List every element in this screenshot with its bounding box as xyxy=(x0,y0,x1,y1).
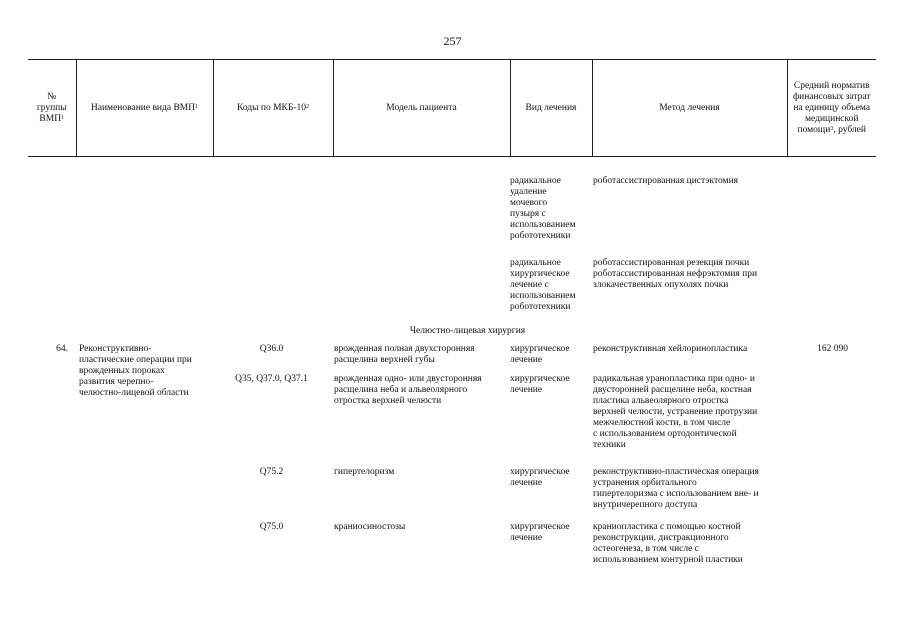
text-line: использованием xyxy=(510,291,576,301)
text-line: хирургическое xyxy=(510,467,570,477)
text-line: челюстно-лицевой области xyxy=(79,388,189,398)
text-line: врожденная полная двухсторонняя xyxy=(334,344,475,354)
text-line: реконструктивная хейлоринопластика xyxy=(593,344,748,354)
row-1-model xyxy=(334,344,509,366)
text-line: реконструктивно-пластическая операция xyxy=(593,467,759,477)
group-cost: 162 090 xyxy=(817,344,848,354)
header-icd-codes-text: Коды по МКБ-10 xyxy=(236,102,307,113)
cont-row-2-method xyxy=(593,258,788,291)
row-3-model xyxy=(334,467,509,478)
group-name xyxy=(79,344,214,399)
text-line: краниопластика с помощью костной xyxy=(593,522,741,532)
footnote-ref: 1 xyxy=(61,114,65,121)
header-group-number-word: группы xyxy=(36,102,67,113)
text-line: радикальная уранопластика при одно- и xyxy=(593,374,755,384)
text-line: радикальное xyxy=(510,176,561,186)
cont-row-1-method xyxy=(593,176,788,187)
text-line: краниосиностозы xyxy=(334,522,406,532)
text-line: двусторонней расщелине неба, костная xyxy=(593,385,752,395)
row-2-codes: Q35, Q37.0, Q37.1 xyxy=(235,374,308,384)
row-2-model xyxy=(334,374,509,407)
text-line: врожденная одно- или двусторонняя xyxy=(334,374,482,384)
row-2-method xyxy=(593,374,788,451)
page-number: 257 xyxy=(443,34,462,48)
cont-row-2-treatment xyxy=(510,258,592,313)
text-line: врожденных пороках xyxy=(79,366,165,376)
header-cost xyxy=(787,60,876,157)
row-4-method xyxy=(593,522,788,566)
footnote-ref: 3 xyxy=(830,125,834,132)
row-1-codes: Q36.0 xyxy=(259,344,284,354)
text-line: робототехники xyxy=(510,231,571,241)
text-line: лечение xyxy=(510,533,543,543)
text-line: верхней челюсти, устранение протрузии xyxy=(593,407,758,417)
text-line: реконструкции, дистракционного xyxy=(593,533,729,543)
header-vmp-name-text: Наименование вида ВМП xyxy=(90,102,196,113)
text-line: хирургическое xyxy=(510,344,570,354)
text-line: роботассистированная цистэктомия xyxy=(593,176,739,186)
text-line: лечение xyxy=(510,478,543,488)
text-line: расщелина неба и альвеолярного xyxy=(334,385,468,395)
text-line: использованием xyxy=(510,220,576,230)
row-1-treatment xyxy=(510,344,592,366)
row-2-treatment xyxy=(510,374,592,396)
text-line: роботассистированная резекция почки xyxy=(593,258,750,268)
text-line: лечение xyxy=(510,385,543,395)
text-line: отростка верхней челюсти xyxy=(334,396,442,406)
text-line: пластика альвеолярного отростка xyxy=(593,396,729,406)
text-line: злокачественных опухолях почки xyxy=(593,280,729,290)
header-cost-text: Средний норматив финансовых затрат на единицу объема медицинской помощи xyxy=(793,80,871,135)
header-group-number-symbol: № xyxy=(47,91,57,102)
row-3-treatment xyxy=(510,467,592,489)
group-number: 64. xyxy=(56,344,68,354)
text-line: пузыря с xyxy=(510,209,546,219)
footnote-ref: 2 xyxy=(306,103,310,110)
cont-row-1-treatment xyxy=(510,176,592,242)
header-group-number xyxy=(28,60,76,157)
text-line: с использованием ортодонтической xyxy=(593,429,737,439)
text-line: радикальное xyxy=(510,258,561,268)
text-line: лечение xyxy=(510,355,543,365)
text-line: робототехники xyxy=(510,302,571,312)
header-treatment-type: Вид лечения xyxy=(510,60,592,157)
header-treatment-method: Метод лечения xyxy=(592,60,787,157)
text-line: удаление xyxy=(510,187,547,197)
text-line: расщелина верхней губы xyxy=(334,355,435,365)
text-line: использованием контурной пластики xyxy=(593,555,743,565)
text-line: техники xyxy=(593,440,626,450)
text-line: гипертелоризма с использованием вне- и xyxy=(593,489,759,499)
row-4-treatment xyxy=(510,522,592,544)
text-line: лечение с xyxy=(510,280,549,290)
text-line: развития черепно- xyxy=(79,377,154,387)
header-cost-unit: , рублей xyxy=(833,124,866,135)
table-header xyxy=(28,59,876,157)
text-line: внутричерепного доступа xyxy=(593,500,698,510)
text-line: Реконструктивно- xyxy=(79,344,152,354)
header-icd-codes xyxy=(213,60,333,157)
text-line: устранения орбитального xyxy=(593,478,697,488)
section-title: Челюстно-лицевая хирургия xyxy=(409,326,526,336)
text-line: гипертелоризм xyxy=(334,467,395,477)
text-line: хирургическое xyxy=(510,374,570,384)
text-line: пластические операции при xyxy=(79,355,192,365)
footnote-ref: 1 xyxy=(195,103,199,110)
text-line: хирургическое xyxy=(510,269,570,279)
text-line: мочевого xyxy=(510,198,548,208)
row-3-codes: Q75.2 xyxy=(259,467,284,477)
text-line: межчелюстной кости, в том числе xyxy=(593,418,731,428)
text-line: остеогенеза, в том числе с xyxy=(593,544,699,554)
header-group-number-vmp: ВМП xyxy=(39,113,62,124)
row-3-method xyxy=(593,467,788,511)
text-line: роботассистированная нефрэктомия при xyxy=(593,269,758,279)
header-vmp-name xyxy=(76,60,213,157)
row-1-method xyxy=(593,344,788,355)
row-4-codes: Q75.0 xyxy=(259,522,284,532)
text-line: хирургическое xyxy=(510,522,570,532)
row-4-model xyxy=(334,522,509,533)
header-patient-model: Модель пациента xyxy=(333,60,510,157)
